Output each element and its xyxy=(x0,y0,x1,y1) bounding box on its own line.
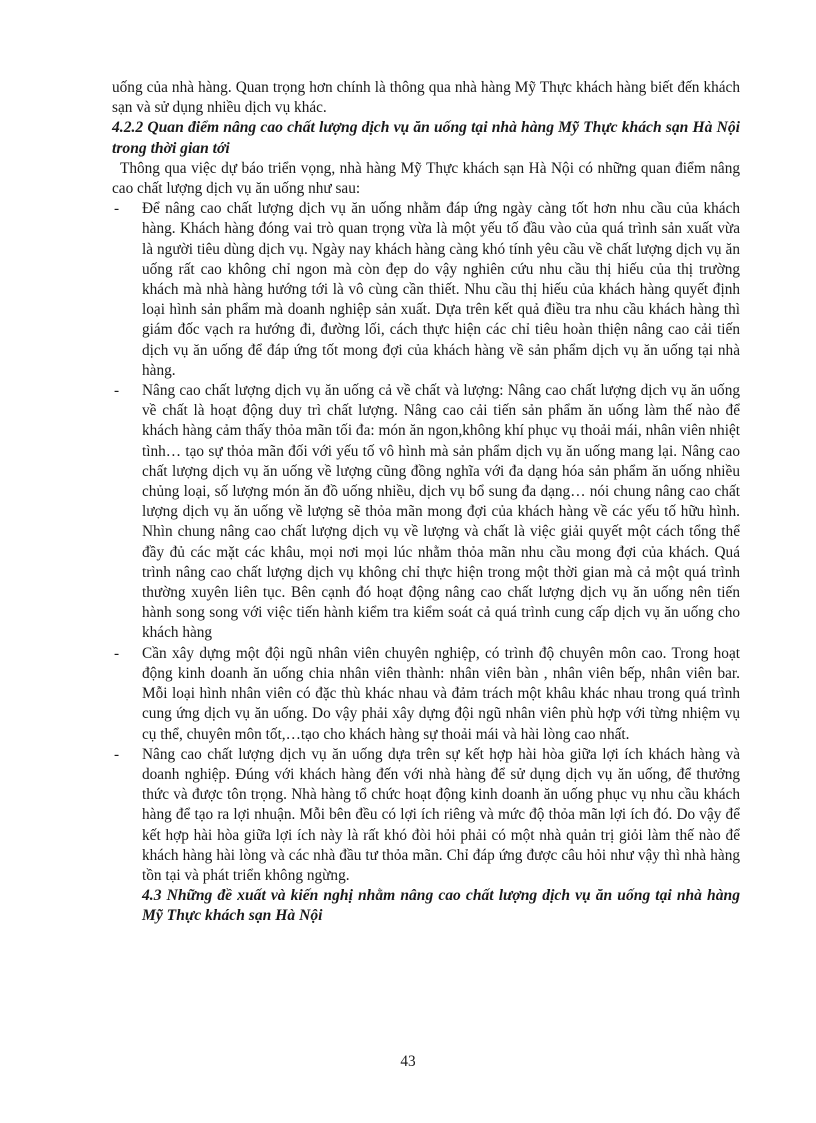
bullet-list xyxy=(112,199,740,886)
section-heading-4-2-2: 4.2.2 Quan điểm nâng cao chất lượng dịch vụ ăn uống tại nhà hàng Mỹ Thực khách sạn Hà Nội trong thời gian tới xyxy=(112,119,740,157)
lead-paragraph: Thông qua việc dự báo triển vọng, nhà hàng Mỹ Thực khách sạn Hà Nội có những quan điểm nâng cao chất lượng dịch vụ ăn uống như sau: xyxy=(112,159,740,198)
bullet-text: Để nâng cao chất lượng dịch vụ ăn uống nhằm đáp ứng ngày càng tốt hơn nhu cầu của khách hàng. Khách hàng đóng vai trò quan trọng vừa là một yếu tố đầu vào của quá trình sản xuất vừa là người tiêu dùng dịch vụ. Ngày nay khách hàng càng khó tính yêu cầu về chất lượng dịch vụ ăn uống rất cao không chỉ ngon mà còn đẹp do vậy nghiên cứu nhu cầu thị hiếu của thị trường khách mà nhà hàng hướng tới là vô cùng cần thiết. Nhu cầu thị hiếu của khách hàng quyết định loại hình sản phẩm mà doanh nghiệp sản xuất. Dựa trên kết quả điều tra nhu cầu khách hàng thì giám đốc vạch ra hướng đi, đường lối, cách thực hiện các chỉ tiêu hoàn thiện nâng cao cải tiến dịch vụ ăn uống để đáp ứng tốt mong đợi của khách hàng về sản phẩm dịch vụ ăn uống tại nhà hàng. xyxy=(142,200,740,379)
bullet-marker: - xyxy=(114,382,120,400)
list-item xyxy=(112,199,740,381)
intro-paragraph: uống của nhà hàng. Quan trọng hơn chính là thông qua nhà hàng Mỹ Thực khách hàng biết đến khách sạn và sử dụng nhiều dịch vụ khác. xyxy=(112,79,740,117)
section-heading-4-3: 4.3 Những đề xuất và kiến nghị nhằm nâng cao chất lượng dịch vụ ăn uống tại nhà hàng Mỹ Thực khách sạn Hà Nội xyxy=(142,887,740,925)
bullet-text: Nâng cao chất lượng dịch vụ ăn uống dựa trên sự kết hợp hài hòa giữa lợi ích khách hàng và doanh nghiệp. Đúng với khách hàng đến với nhà hàng để sử dụng dịch vụ ăn uống, để thưởng thức và được tôn trọng. Nhà hàng tổ chức hoạt động kinh doanh ăn uống phục vụ nhu cầu khách hàng để tạo ra lợi nhuận. Mỗi bên đều có lợi ích riêng và mức độ thỏa mãn lợi ích đó. Do vậy để kết hợp hài hòa giữa lợi ích này là rất khó đòi hỏi phải có một nhà quản trị giỏi làm thế nào để khách hàng hài lòng và các nhà đầu tư thỏa mãn. Chỉ đáp ứng được câu hỏi như vậy thì nhà hàng tồn tại và phát triển không ngừng. xyxy=(142,745,740,884)
page-number: 43 xyxy=(400,1053,416,1070)
page-content xyxy=(112,78,740,927)
list-item xyxy=(112,644,740,745)
bullet-marker: - xyxy=(114,745,120,763)
list-item xyxy=(112,381,740,644)
bullet-marker: - xyxy=(114,200,120,218)
list-item xyxy=(112,745,740,886)
bullet-marker: - xyxy=(114,644,120,662)
bullet-text: Nâng cao chất lượng dịch vụ ăn uống cả về chất và lượng: Nâng cao chất lượng dịch vụ ăn uống về chất là hoạt động duy trì chất lượng. Nâng cao cải tiến sản phẩm ăn uống làm thế nào để khách hàng cảm thấy thỏa mãn tối đa: món ăn ngon,không khí phục vụ thoải mái, nhân viên nhiệt tình… tạo sự thỏa mãn đối với yếu tố vô hình mà sản phẩm dịch vụ ăn uống mang lại. Nâng cao chất lượng dịch vụ ăn uống về lượng cũng đồng nghĩa với đa dạng hóa sản phẩm ăn uống nhiều chủng loại, số lượng món ăn đồ uống nhiều, dịch vụ bổ sung đa dạng… nói chung nâng cao chất lượng dịch vụ ăn uống về lượng sẽ thỏa mãn mong đợi của khách hàng về các yếu tố hữu hình. Nhìn chung nâng cao chất lượng dịch vụ về lượng và chất là việc giải quyết một cách tổng thể đầy đủ các mặt các khâu, mọi nơi mọi lúc nhằm thỏa mãn nhu cầu mong đợi của khách. Quá trình nâng cao chất lượng dịch vụ không chỉ thực hiện trong một thời gian mà cả một quá trình thường xuyên liên tục. Bên cạnh đó hoạt động nâng cao chất lượng dịch vụ ăn uống nên tiến hành song song với việc tiến hành kiểm tra kiểm soát cả quá trình cung cấp dịch vụ ăn uống cho khách hàng xyxy=(142,382,740,642)
bullet-text: Cần xây dựng một đội ngũ nhân viên chuyên nghiệp, có trình độ chuyên môn cao. Trong hoạt động kinh doanh ăn uống chia nhân viên thành: nhân viên bàn , nhân viên bếp, nhân viên bar. Mỗi loại hình nhân viên có đặc thù khác nhau và đảm trách một khâu khác nhau trong quá trình cung ứng dịch vụ ăn uống. Do vậy phải xây dựng đội ngũ nhân viên phù hợp với từng nhiệm vụ cụ thể, chuyên môn tốt,…tạo cho khách hàng sự thoải mái và hài lòng cao nhất. xyxy=(142,644,740,743)
